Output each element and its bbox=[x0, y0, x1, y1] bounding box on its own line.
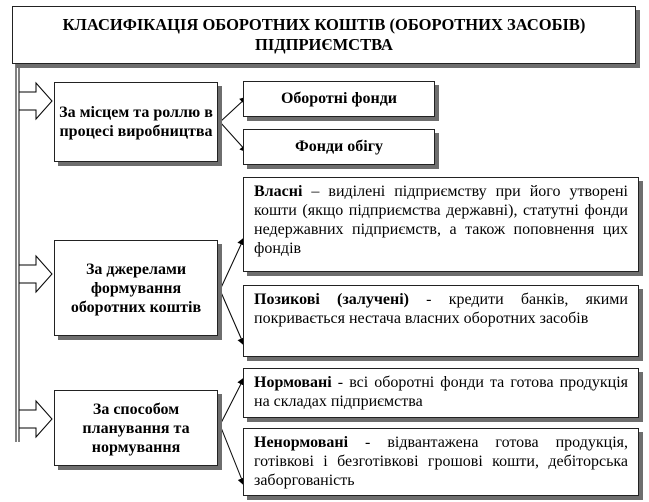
arrow-3b bbox=[220, 425, 244, 485]
item-non-normalized-term: Ненормовані bbox=[254, 434, 349, 451]
category-by-role: За місцем та роллю в процесі виробництва bbox=[54, 82, 218, 162]
item-borrowed-funds-text: - кредити банків, якими покривається нестача власних оборотних засобів bbox=[254, 291, 628, 327]
diagram-title: КЛАСИФІКАЦІЯ ОБОРОТНИХ КОШТІВ (ОБОРОТНИХ ЗАСОБІВ) ПІДПРИЄМСТВА bbox=[12, 6, 636, 64]
item-non-normalized-text: - відвантажена готова продукція, готівкові і безготівкові грошові кошти, дебіторська заборгованість bbox=[254, 434, 628, 489]
block-arrow-1 bbox=[19, 83, 52, 119]
block-arrow-2 bbox=[19, 256, 52, 292]
item-borrowed-funds-term: Позикові (залучені) bbox=[254, 291, 409, 308]
item-normalized-term: Нормовані bbox=[254, 374, 332, 391]
item-own-funds-term: Власні bbox=[254, 183, 303, 200]
arrow-3a bbox=[220, 378, 244, 425]
item-non-normalized bbox=[243, 428, 639, 496]
block-arrow-3 bbox=[19, 401, 52, 437]
arrow-2a bbox=[220, 238, 244, 290]
item-borrowed-funds bbox=[243, 285, 639, 357]
item-working-funds: Оборотні фонди bbox=[243, 81, 435, 117]
item-circulation-funds: Фонди обігу bbox=[243, 129, 435, 165]
category-by-source: За джерелами формування оборотних коштів bbox=[54, 240, 218, 336]
category-by-planning: За способом планування та нормування bbox=[54, 390, 218, 466]
item-own-funds-text: – виділені підприємству при його утворені кошти (якщо підприємства державні), статутні фонди недержавних підприємств, а також поповнення цих фондів bbox=[254, 183, 628, 257]
arrow-2b bbox=[220, 290, 244, 345]
item-normalized bbox=[243, 368, 639, 418]
item-own-funds bbox=[243, 177, 639, 272]
item-normalized-text: - всі оборотні фонди та готова продукція на складах підприємства bbox=[254, 374, 628, 410]
